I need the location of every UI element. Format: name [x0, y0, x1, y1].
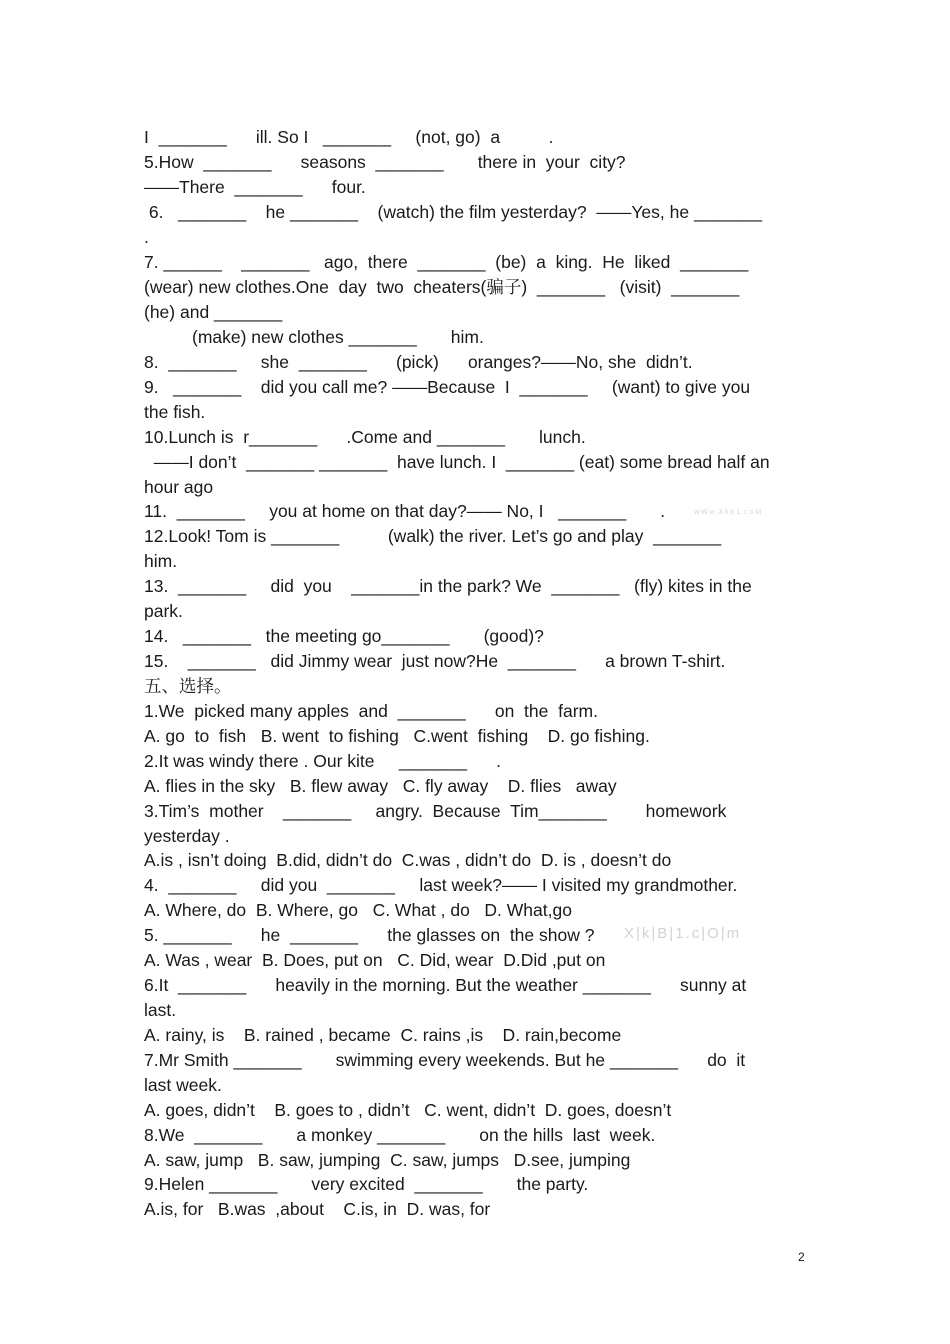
text-line: A. flies in the sky B. flew away C. fly away D. flies away — [144, 776, 617, 796]
text-line: A. saw, jump B. saw, jumping C. saw, jumps D.see, jumping — [144, 1150, 631, 1170]
text-line: hour ago — [144, 477, 214, 497]
text-line: . — [144, 227, 149, 247]
text-line: 2.It was windy there . Our kite _______ . — [144, 751, 501, 771]
text-line: the fish. — [144, 402, 206, 422]
text-line: 13. _______ did you _______in the park? We _______ (fly) kites in the — [144, 576, 752, 596]
text-line: I _______ ill. So I _______ (not, go) a . — [144, 127, 554, 147]
text-line: 15. _______ did Jimmy wear just now?He _______ a brown T-shirt. — [144, 651, 726, 671]
text-line: (wear) new clothes.One day two cheaters(骗子) _______ (visit) _______ — [144, 277, 740, 297]
text-line: A.is , isn’t doing B.did, didn’t do C.was , didn’t do D. is , doesn’t do — [144, 850, 672, 870]
text-line: 14. _______ the meeting go_______ (good)? — [144, 626, 544, 646]
watermark: X|k|B|1.c|O|m — [624, 925, 742, 942]
text-line: 11. _______ you at home on that day?—— No, I _______ . — [144, 501, 666, 521]
page-number: 2 — [798, 1250, 805, 1264]
text-line: yesterday . — [144, 826, 230, 846]
section-heading: 五、选择。 — [144, 676, 232, 696]
text-line: him. — [144, 551, 178, 571]
text-line: park. — [144, 601, 183, 621]
text-line: A.is, for B.was ,about C.is, in D. was, for — [144, 1199, 491, 1219]
text-line: ——There _______ four. — [144, 177, 366, 197]
text-line: 8.We _______ a monkey _______ on the hills last week. — [144, 1125, 656, 1145]
text-line: 6.It _______ heavily in the morning. But the weather _______ sunny at — [144, 975, 747, 995]
text-line: 12.Look! Tom is _______ (walk) the river. Let’s go and play _______ — [144, 526, 722, 546]
text-line: A. Was , wear B. Does, put on C. Did, wear D.Did ,put on — [144, 950, 606, 970]
text-line: ——I don’t _______ _______ have lunch. I _______ (eat) some bread half an — [144, 452, 770, 472]
text-line: 1.We picked many apples and _______ on the farm. — [144, 701, 598, 721]
text-line: (make) new clothes _______ him. — [192, 327, 484, 347]
watermark: w W w .X k b 1. c o M — [694, 509, 762, 516]
text-line: 6. _______ he _______ (watch) the film yesterday? ——Yes, he _______ — [144, 202, 763, 222]
text-line: 3.Tim’s mother _______ angry. Because Tim_______ homework — [144, 801, 727, 821]
text-line: A. go to fish B. went to fishing C.went fishing D. go fishing. — [144, 726, 650, 746]
text-line: 7. ______ _______ ago, there _______ (be) a king. He liked _______ — [144, 252, 749, 272]
text-line: last. — [144, 1000, 177, 1020]
text-line: 8. _______ she _______ (pick) oranges?——No, she didn’t. — [144, 352, 693, 372]
text-line: A. goes, didn’t B. goes to , didn’t C. went, didn’t D. goes, doesn’t — [144, 1100, 672, 1120]
text-line: (he) and _______ — [144, 302, 283, 322]
text-line: 9. _______ did you call me? ——Because I _______ (want) to give you — [144, 377, 751, 397]
text-line: 7.Mr Smith _______ swimming every weekends. But he _______ do it — [144, 1050, 746, 1070]
text-line: 5.How _______ seasons _______ there in your city? — [144, 152, 626, 172]
text-line: 9.Helen _______ very excited _______ the party. — [144, 1174, 589, 1194]
text-line: 4. _______ did you _______ last week?—— I visited my grandmother. — [144, 875, 738, 895]
text-line: 10.Lunch is r_______ .Come and _______ lunch. — [144, 427, 586, 447]
text-line: A. rainy, is B. rained , became C. rains ,is D. rain,become — [144, 1025, 622, 1045]
text-line: last week. — [144, 1075, 222, 1095]
text-line: A. Where, do B. Where, go C. What , do D. What,go — [144, 900, 572, 920]
text-line: 5. _______ he _______ the glasses on the show ? — [144, 925, 595, 945]
